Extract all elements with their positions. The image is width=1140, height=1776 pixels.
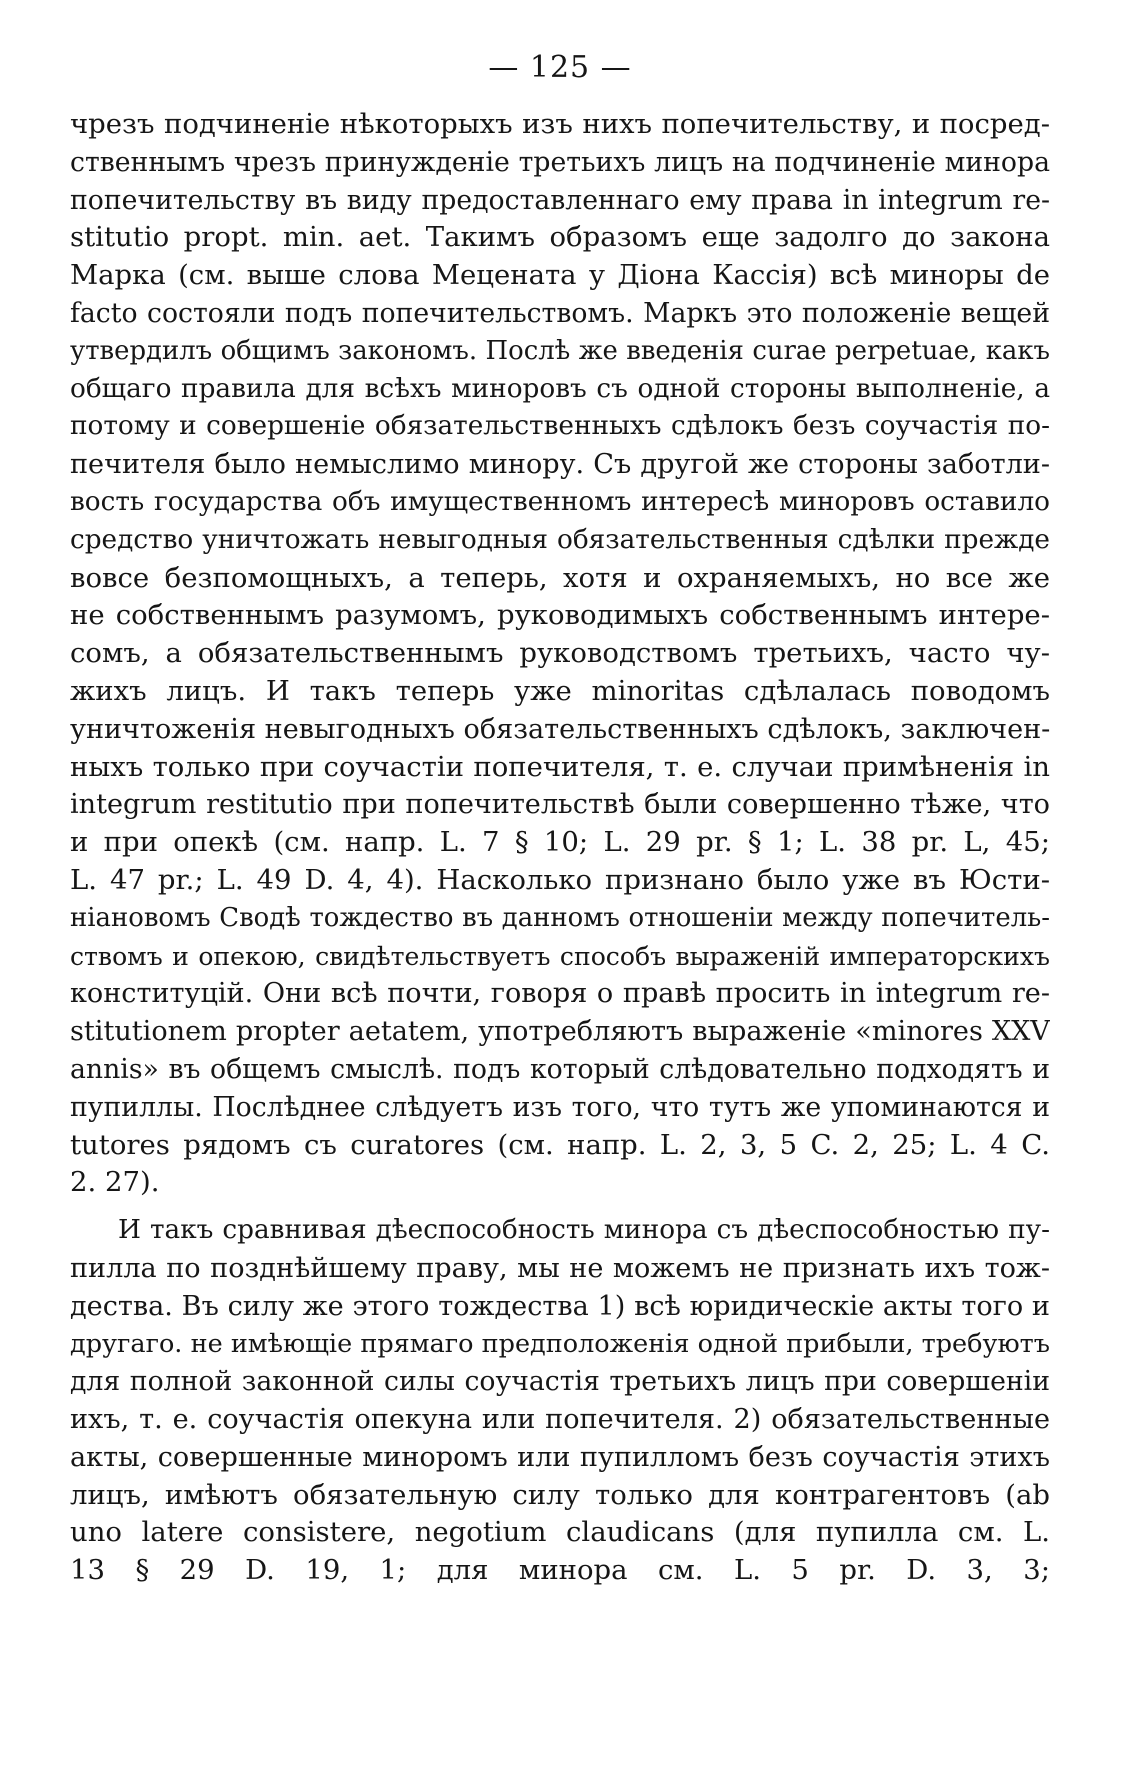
text-line: сомъ, а обязательственнымъ руководствомъ третьихъ, часто чу- bbox=[70, 637, 1050, 670]
paragraph-2 bbox=[70, 1212, 1050, 1590]
text-line: общаго правила для всѣхъ миноровъ съ одной стороны выполненіе, а bbox=[70, 373, 1050, 404]
text-line: И такъ сравнивая дѣеспособность минора съ дѣеспособностью пу- bbox=[118, 1215, 1050, 1246]
document-page bbox=[70, 48, 1050, 1748]
text-line: потому и совершеніе обязательственныхъ сдѣлокъ безъ соучастія по- bbox=[70, 411, 1050, 442]
paragraph-gap bbox=[70, 1202, 1050, 1212]
text-line: ствомъ и опекою, свидѣтельствуетъ способъ выраженій императорскихъ bbox=[70, 941, 1050, 971]
text-line: другаго. не имѣющіе прямаго предположенія одной прибыли, требуютъ bbox=[70, 1328, 1050, 1359]
text-line: средство уничтожать невыгодныя обязательственныя сдѣлки прежде bbox=[70, 524, 1050, 555]
text-line: и при опекѣ (см. напр. L. 7 § 10; L. 29 pr. § 1; L. 38 pr. L, 45; bbox=[70, 826, 1050, 859]
paragraph-1 bbox=[70, 106, 1050, 1202]
text-line: ніановомъ Сводѣ тождество въ данномъ отношеніи между попечитель- bbox=[70, 902, 1050, 933]
text-line: Марка (см. выше слова Мецената у Діона Кассія) всѣ миноры de bbox=[70, 259, 1050, 292]
text-line: tutores рядомъ съ curatores (см. напр. L. 2, 3, 5 C. 2, 25; L. 4 C. bbox=[70, 1128, 1050, 1161]
text-line: попечительству въ виду предоставленнаго ему права in integrum re- bbox=[70, 184, 1050, 216]
text-line: не собственнымъ разумомъ, руководимыхъ собственнымъ интере- bbox=[70, 599, 1050, 632]
text-line: жихъ лицъ. И такъ теперь уже minoritas сдѣлалась поводомъ bbox=[70, 674, 1050, 707]
text-line: дества. Въ силу же этого тождества 1) всѣ юридическіе акты того и bbox=[70, 1290, 1050, 1322]
text-line: лицъ, имѣютъ обязательную силу только для контрагентовъ (ab bbox=[70, 1478, 1050, 1511]
text-line: ственнымъ чрезъ принужденіе третьихъ лицъ на подчиненіе минора bbox=[70, 146, 1050, 178]
text-line: для полной законной силы соучастія третьихъ лицъ при совершеніи bbox=[70, 1366, 1050, 1398]
text-line: вовсе безпомощныхъ, а теперь, хотя и охраняемыхъ, но все же bbox=[70, 561, 1050, 594]
text-line: integrum restitutio при попечительствѣ были совершенно тѣже, что bbox=[70, 789, 1050, 821]
text-line: пилла по позднѣйшему праву, мы не можемъ не признать ихъ тож- bbox=[70, 1252, 1050, 1284]
text-line: uno latere consistere, negotium claudicans (для пупилла см. L. bbox=[70, 1516, 1050, 1549]
text-line: ныхъ только при соучастіи попечителя, т. е. случаи примѣненія in bbox=[70, 750, 1050, 783]
text-line: конституцій. Они всѣ почти, говоря о правѣ просить in integrum re- bbox=[70, 978, 1050, 1010]
body-text bbox=[70, 106, 1050, 1590]
text-line: 13 § 29 D. 19, 1; для минора см. L. 5 pr. D. 3, 3; bbox=[70, 1554, 1050, 1587]
text-line: 2. 27). bbox=[70, 1166, 160, 1199]
page-number: — 125 — bbox=[488, 50, 632, 85]
text-line: annis» въ общемъ смыслѣ. подъ который слѣдовательно подходятъ и bbox=[70, 1053, 1050, 1085]
text-line: пупиллы. Послѣднее слѣдуетъ изъ того, что тутъ же упоминаются и bbox=[70, 1091, 1050, 1123]
text-line: stitutionem propter aetatem, употребляютъ выраженіе «minores XXV bbox=[70, 1016, 1050, 1048]
text-line: ихъ, т. е. соучастія опекуна или попечителя. 2) обязательственные bbox=[70, 1404, 1050, 1436]
text-line: акты, совершенные миноромъ или пупилломъ безъ соучастія этихъ bbox=[70, 1441, 1050, 1473]
text-line: stitutio propt. min. aet. Такимъ образомъ еще задолго до закона bbox=[70, 221, 1050, 254]
text-line: уничтоженія невыгодныхъ обязательственныхъ сдѣлокъ, заключен- bbox=[70, 713, 1050, 745]
text-line: утвердилъ общимъ закономъ. Послѣ же введенія curae perpetuae, какъ bbox=[70, 335, 1050, 366]
text-line: facto состояли подъ попечительствомъ. Маркъ это положеніе вещей bbox=[70, 297, 1050, 329]
text-line: печителя было немыслимо минору. Съ другой же стороны заботли- bbox=[70, 449, 1050, 481]
text-line: L. 47 pr.; L. 49 D. 4, 4). Насколько признано было уже въ Юсти- bbox=[70, 863, 1050, 896]
text-line: вость государства объ имущественномъ интересѣ миноровъ оставило bbox=[70, 486, 1050, 517]
text-line: чрезъ подчиненіе нѣкоторыхъ изъ нихъ попечительству, и посред- bbox=[70, 108, 1050, 140]
